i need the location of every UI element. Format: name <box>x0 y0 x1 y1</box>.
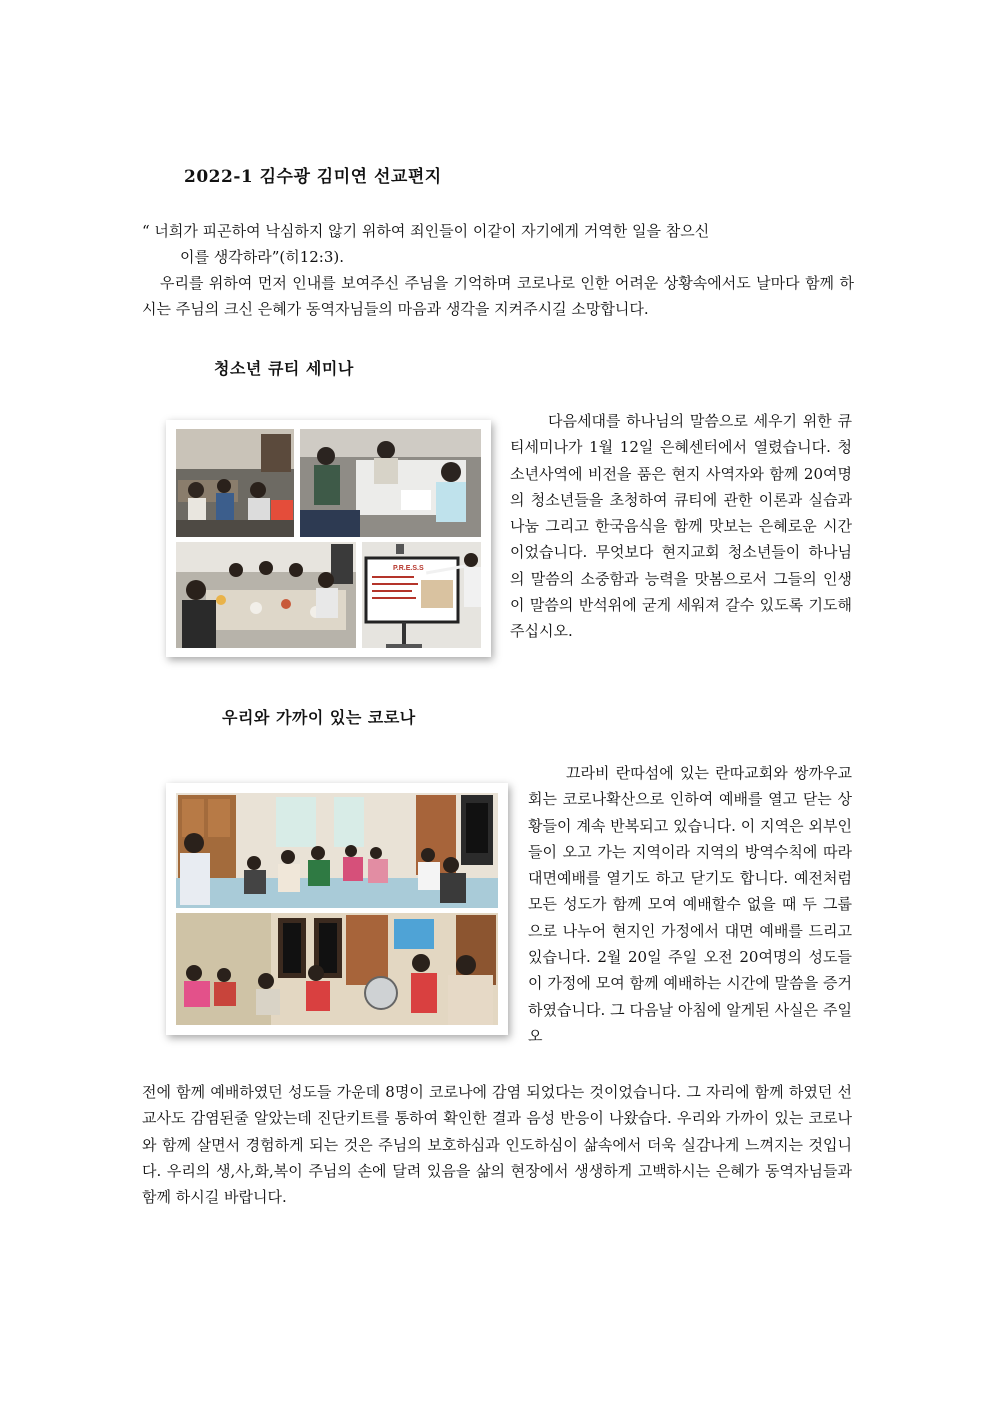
quote-line-1: “ 너희가 피곤하여 낙심하지 않기 위하여 죄인들이 이같이 자기에게 거역한 일을 참으신 <box>142 222 710 240</box>
page-title: 2022-1 김수광 김미연 선교편지 <box>184 167 442 187</box>
quote-line-2: 이를 생각하라”(히12:3). <box>180 248 345 266</box>
worship-photo-1 <box>176 793 498 908</box>
seminar-photo-3 <box>176 542 356 648</box>
section1-heading: 청소년 큐티 세미나 <box>214 359 354 378</box>
seminar-photo-collage <box>166 420 491 657</box>
section1-body <box>510 408 852 645</box>
section2-heading: 우리와 가까이 있는 코로나 <box>222 708 416 727</box>
seminar-photo-4-slide <box>362 542 481 648</box>
section2-continued: 전에 함께 예배하였던 성도들 가운데 8명이 코로나에 감염 되었다는 것이었습니다. 그 자리에 함께 하였던 선교사도 감염된줄 알았는데 진단키트를 통하여 확인한 결과 음성 반응이 나왔습다. 우리와 가까이 있는 코로나와 함께 살면서 경험하게 되는 것은 주님의 보호하심과 인도하심이 삶속에서 더욱 실감나게 느껴지는 것입니다. 우리의 생,사,화,복이 주님의 손에 달려 있음을 삶의 현장에서 생생하게 고백하시는 은혜가 동역자님들과 함께 하시길 바랍니다. <box>142 1083 852 1207</box>
section2-body-text: 끄라비 란따섬에 있는 란따교회와 쌍까우교회는 코로나확산으로 인하여 예배를 열고 닫는 상황들이 계속 반복되고 있습니다. 이 지역은 외부인들이 오고 가는 지역이라 지역의 방역수칙에 따라 대면예배를 열기도 하고 닫기도 합니다. 예전처럼 모든 성도가 함께 모여 예배할수 없을 때 두 그룹으로 나누어 현지인 가정에서 대면 예배를 드리고 있습니다. 2월 20일 주일 오전 20여명의 성도들이 가정에 모여 함께 예배하는 시간에 말씀을 증거 하였습니다. 그 다음날 아침에 알게된 사실은 주일 오 <box>528 764 852 1045</box>
seminar-photo-1 <box>176 429 294 537</box>
slide-title: P.R.E.S.S <box>393 565 424 572</box>
scripture-quote <box>142 218 862 270</box>
seminar-photo-2 <box>300 429 481 537</box>
section2-body <box>528 760 852 1049</box>
section1-body-text: 다음세대를 하나님의 말씀으로 세우기 위한 큐티세미나가 1월 12일 은혜센터에서 열렸습니다. 청소년사역에 비전을 품은 현지 사역자와 함께 20여명의 청소년들을 초청하여 큐티에 관한 이론과 실습과 나눔 그리고 한국음식을 함께 맛보는 은혜로운 시간 이었습니다. 무엇보다 현지교회 청소년들이 하나님의 말씀의 소중함과 능력을 맛봄으로서 그들의 인생이 말씀의 반석위에 굳게 세워져 갈수 있도록 기도해 주십시오. <box>510 412 852 641</box>
intro-paragraph: 우리를 위하여 먼저 인내를 보여주신 주님을 기억하며 코로나로 인한 어려운 상황속에서도 날마다 함께 하시는 주님의 크신 은혜가 동역자님들의 마음과 생각을 지켜주시길 소망합니다. <box>142 274 854 318</box>
worship-photo-collage <box>166 783 508 1035</box>
worship-photo-2 <box>176 913 498 1025</box>
